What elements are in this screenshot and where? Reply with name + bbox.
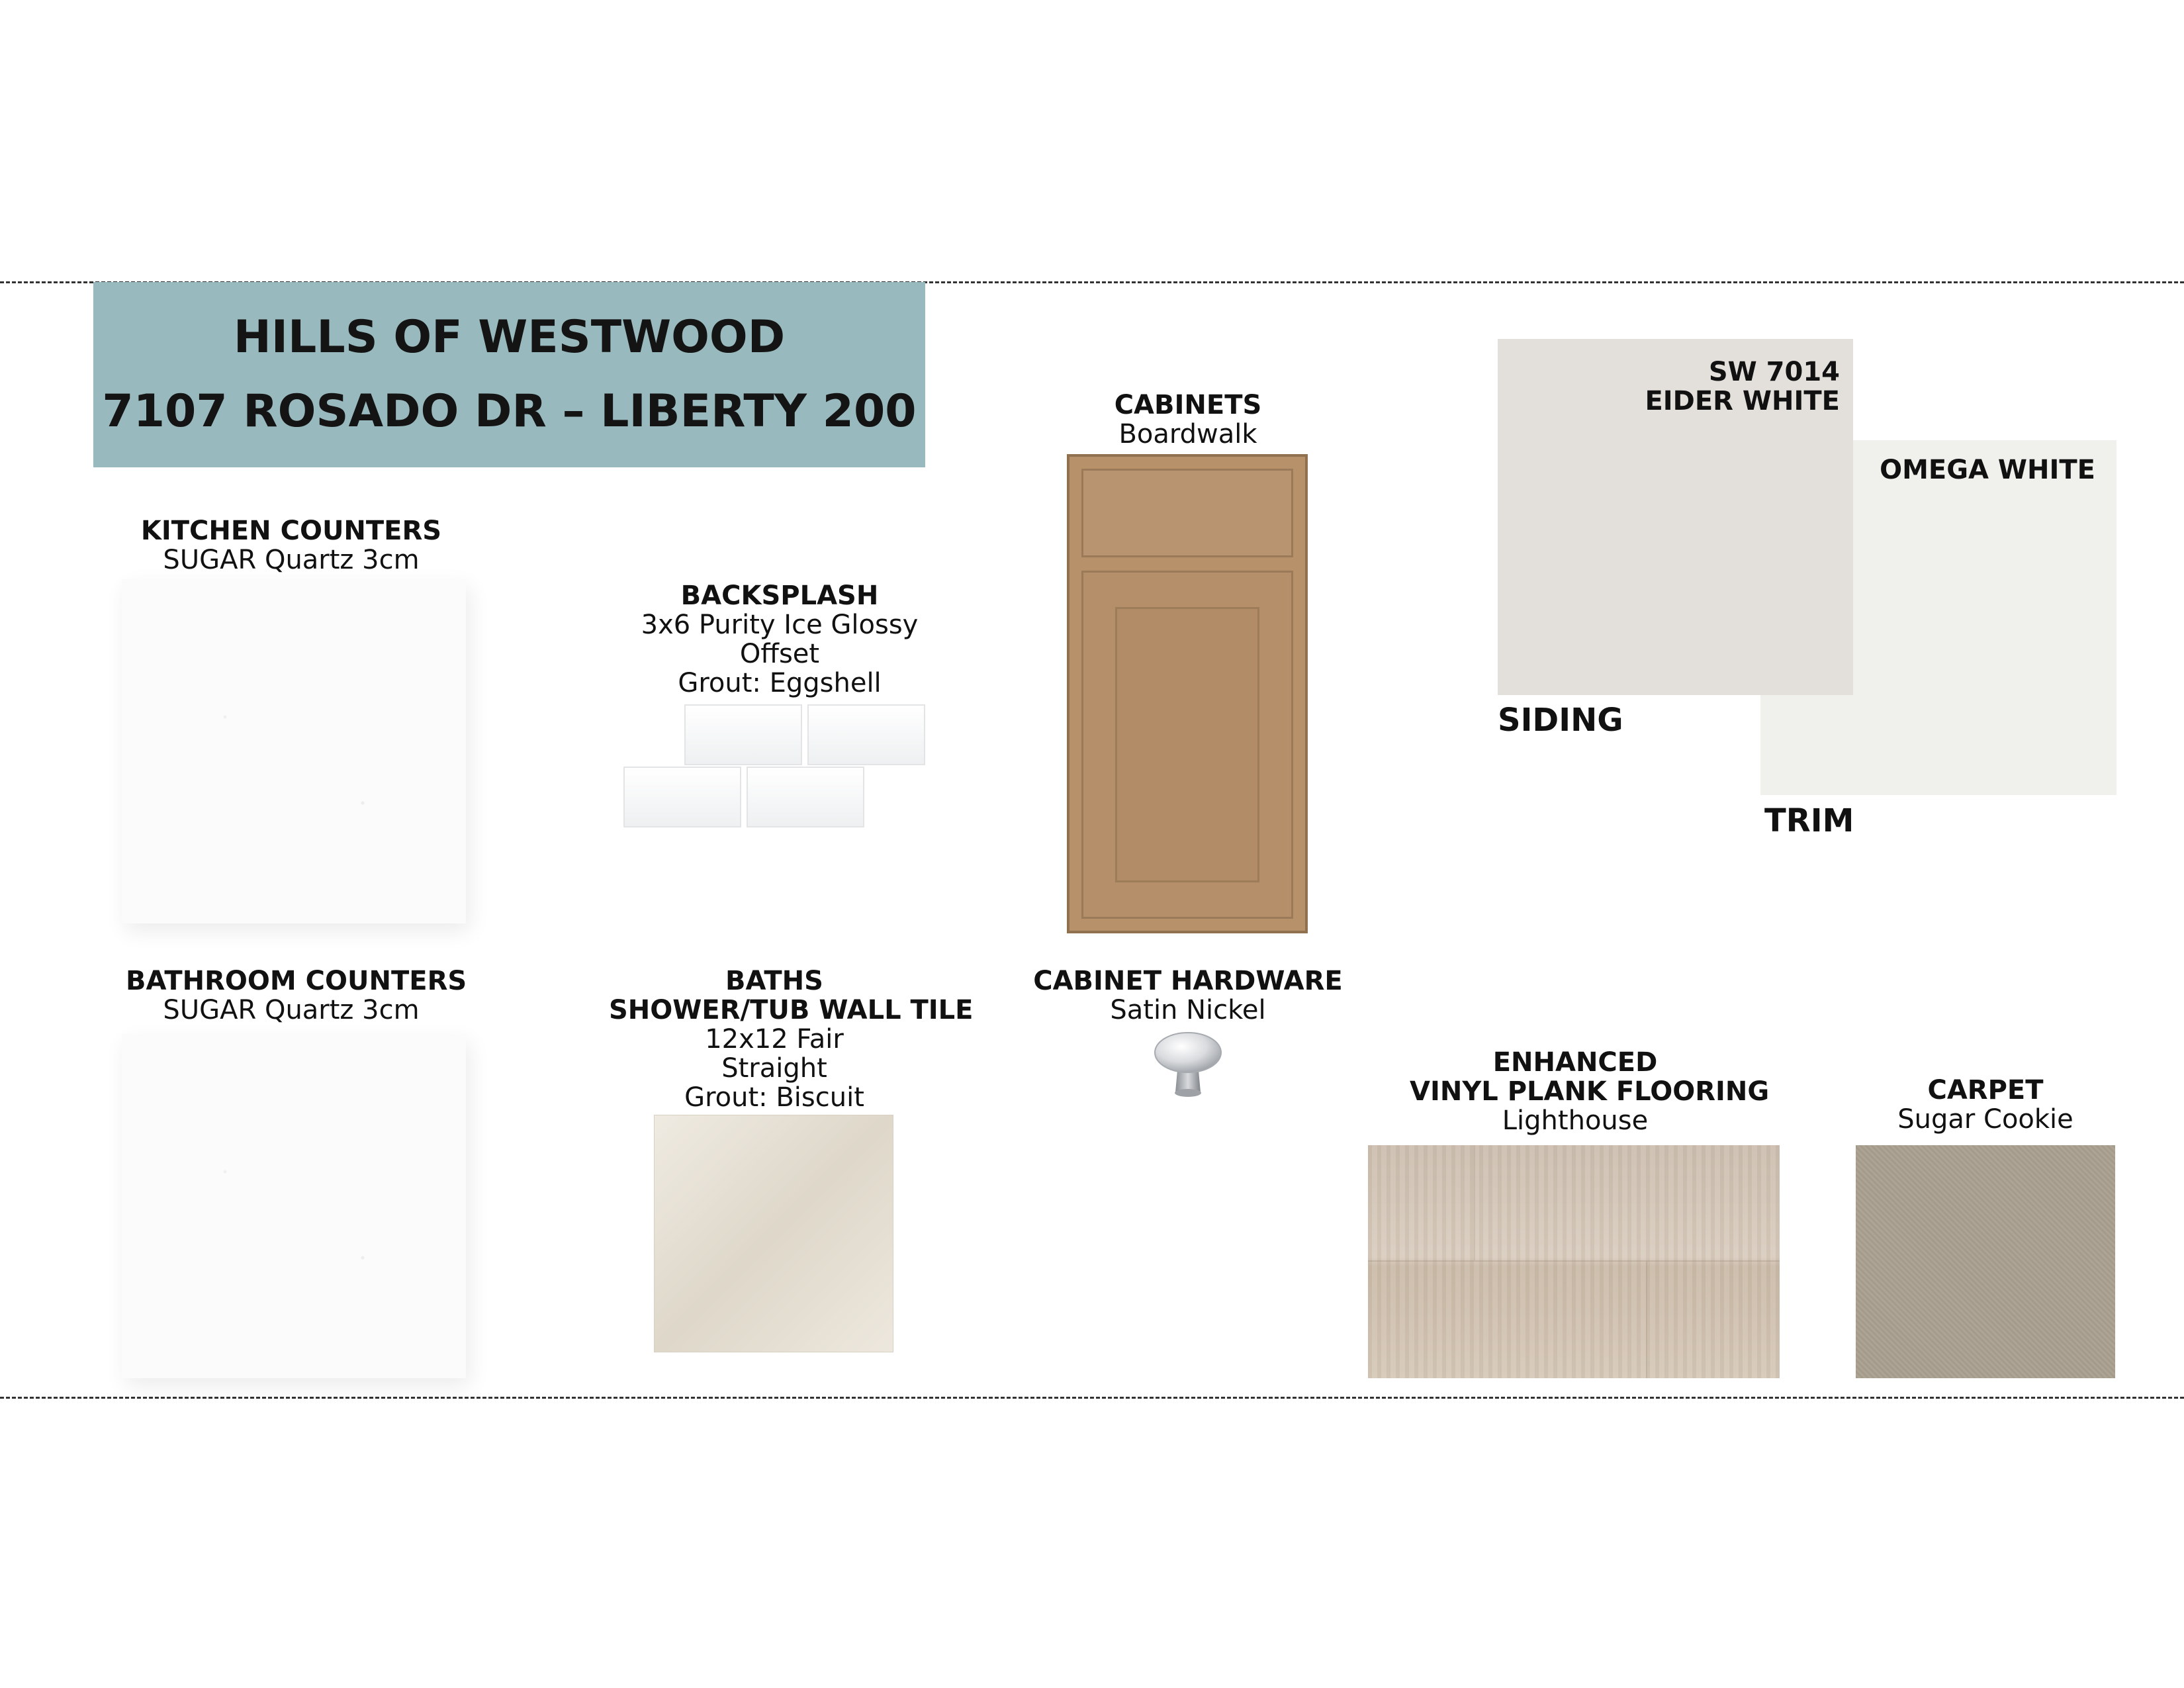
cabinet-door-sample	[1067, 454, 1308, 933]
trim-label: TRIM	[1764, 802, 1854, 839]
kitchen-counters-title: KITCHEN COUNTERS	[140, 516, 442, 546]
baths-line2: Straight	[721, 1053, 827, 1084]
bathroom-counters-label	[126, 966, 467, 1025]
cabinet-door	[1081, 571, 1293, 919]
flooring-title: ENHANCED	[1492, 1047, 1658, 1078]
cabinet-hardware-title: CABINET HARDWARE	[1033, 966, 1343, 996]
flooring-label	[1410, 1047, 1770, 1136]
baths-label	[609, 966, 974, 1113]
plank-seam	[1646, 1262, 1647, 1378]
bottom-divider	[0, 1397, 2184, 1399]
bathroom-counters-title: BATHROOM COUNTERS	[126, 966, 467, 996]
carpet-label	[1820, 1076, 2151, 1134]
carpet-detail: Sugar Cookie	[1897, 1104, 2073, 1135]
plank-seam	[1368, 1260, 1780, 1262]
community-name: HILLS OF WESTWOOD	[233, 311, 786, 363]
subway-tile	[623, 767, 741, 827]
cabinet-hardware-label	[1023, 966, 1353, 1025]
kitchen-counters-label	[126, 516, 457, 575]
siding-paint-code: SW 7014	[1708, 357, 1840, 387]
title-banner	[93, 282, 925, 467]
siding-paint-label	[1575, 357, 1840, 416]
siding-chip-overlap	[1760, 440, 1853, 695]
bathroom-counters-detail: SUGAR Quartz 3cm	[163, 995, 420, 1025]
kitchen-counters-detail: SUGAR Quartz 3cm	[163, 545, 420, 575]
bathroom-quartz-swatch	[122, 1034, 466, 1378]
address-plan: 7107 ROSADO DR – LIBERTY 200	[102, 385, 917, 438]
cabinet-door-panel	[1115, 607, 1259, 882]
cabinets-label	[1023, 391, 1353, 449]
backsplash-label	[614, 581, 945, 698]
flooring-subtitle: VINYL PLANK FLOORING	[1410, 1076, 1770, 1107]
wall-tile-swatch	[654, 1115, 893, 1352]
cabinet-drawer-front	[1081, 469, 1293, 557]
cabinet-hardware-detail: Satin Nickel	[1110, 995, 1266, 1025]
backsplash-swatch	[622, 704, 927, 830]
baths-line1: 12x12 Fair	[705, 1024, 844, 1055]
backsplash-line1: 3x6 Purity Ice Glossy	[641, 610, 919, 640]
trim-paint-name: OMEGA WHITE	[1880, 455, 2095, 485]
backsplash-title: BACKSPLASH	[680, 581, 879, 611]
backsplash-line3: Grout: Eggshell	[678, 668, 882, 698]
baths-subtitle: SHOWER/TUB WALL TILE	[609, 995, 974, 1025]
cabinet-knob-image	[1149, 1029, 1227, 1099]
cabinets-detail: Boardwalk	[1118, 419, 1257, 449]
siding-label: SIDING	[1498, 702, 1623, 739]
subway-tile	[807, 704, 925, 765]
subway-tile	[684, 704, 802, 765]
carpet-swatch	[1856, 1145, 2115, 1378]
cabinets-title: CABINETS	[1114, 390, 1262, 420]
backsplash-line2: Offset	[739, 639, 820, 669]
flooring-detail: Lighthouse	[1502, 1105, 1649, 1136]
baths-line3: Grout: Biscuit	[684, 1082, 864, 1113]
subway-tile	[747, 767, 864, 827]
carpet-title: CARPET	[1927, 1075, 2044, 1105]
siding-paint-name: EIDER WHITE	[1645, 386, 1840, 416]
plank-seam	[1474, 1145, 1475, 1260]
baths-title: BATHS	[725, 966, 823, 996]
vinyl-plank-swatch	[1368, 1145, 1780, 1378]
kitchen-quartz-swatch	[122, 579, 466, 923]
